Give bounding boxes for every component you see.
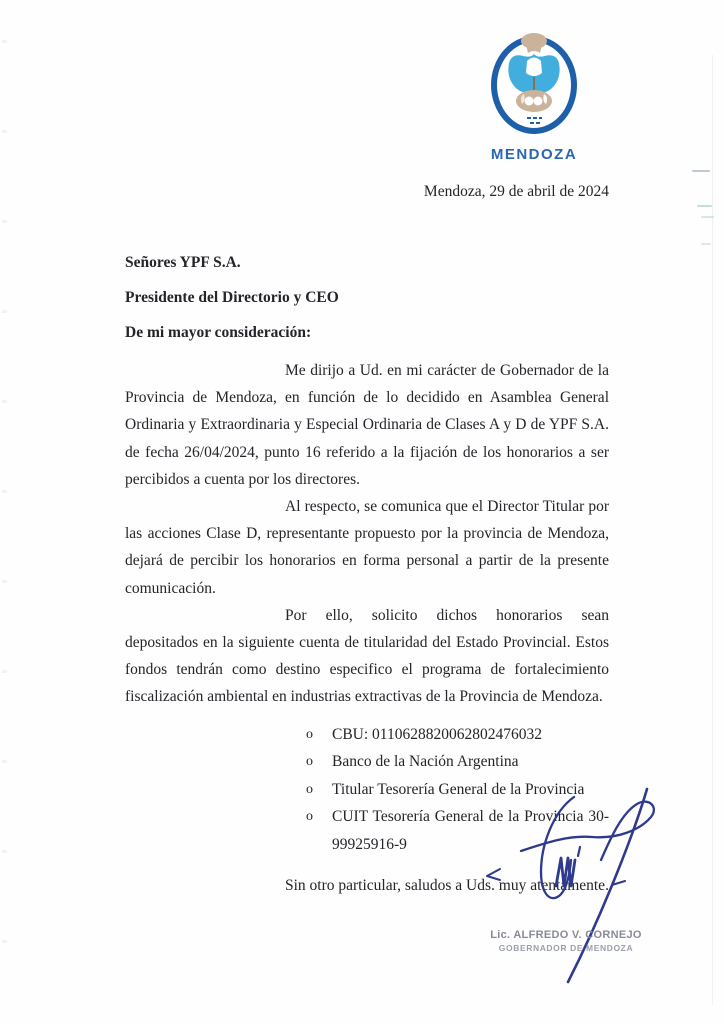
- bank-details-list: [125, 721, 609, 859]
- bank-detail-text: CUIT Tesorería General de la Provincia 30-99925916-9: [332, 808, 609, 853]
- paragraph-2: Al respecto, se comunica que el Director Titular por las acciones Clase D, representante propuesto por la provincia de Mendoza, dejará de percibir los honorarios en forma personal a partir de la presente comunicación.: [125, 498, 609, 597]
- paragraph-1: Me dirijo a Ud. en mi carácter de Gobernador de la Provincia de Mendoza, en función de lo decidido en Asamblea General Ordinaria y Extraordinaria y Especial Ordinaria de Clases A y D de YPF S.A. de fecha 26/04/2024, punto 16 referido a la fijación de los honorarios a ser percibidos a cuenta por los directores.: [125, 362, 609, 488]
- paragraph-3: Por ello, solicito dichos honorarios sean depositados en la siguiente cuenta de titularidad del Estado Provincial. Estos fondos tendrán como destino especifico el programa de fortalecimiento fiscalización ambiental en industrias extractivas de la Provincia de Mendoza.: [125, 606, 609, 706]
- bank-detail-text: CBU: 0110628820062802476032: [332, 725, 542, 743]
- mendoza-government-logo: [486, 33, 582, 163]
- bullet-marker: o: [306, 754, 313, 770]
- date-line: Mendoza, 29 de abril de 2024: [423, 183, 609, 200]
- bank-detail-text: Titular Tesorería General de la Provincia: [332, 780, 585, 798]
- signer-name: Lic. ALFREDO V. CORNEJO: [490, 929, 642, 941]
- mendoza-seal-icon: [486, 33, 582, 137]
- scan-artifact: [701, 243, 711, 245]
- bank-detail-cbu: [306, 721, 609, 749]
- salutation: De mi mayor consideración:: [125, 324, 312, 341]
- bullet-marker: o: [306, 809, 313, 825]
- scan-artifact: [2, 40, 7, 1010]
- logo-wordmark: MENDOZA: [490, 146, 578, 163]
- scan-artifact: [697, 205, 712, 207]
- bank-detail-holder: [306, 776, 609, 804]
- recipient-name: Señores YPF S.A.: [125, 254, 241, 271]
- bullet-marker: o: [306, 781, 313, 797]
- signer-title: GOBERNADOR DE MENDOZA: [498, 943, 634, 953]
- bullet-marker: o: [306, 726, 313, 742]
- bank-detail-bank: [306, 748, 609, 776]
- bank-detail-text: Banco de la Nación Argentina: [332, 753, 519, 771]
- scan-artifact: [701, 216, 714, 218]
- bank-detail-cuit: [306, 803, 609, 858]
- scan-edge-line: [712, 55, 713, 1005]
- letter-content: [125, 252, 609, 899]
- closing-line: Sin otro particular, saludos a Uds. muy atentamente.: [285, 877, 609, 895]
- signature-block: [478, 929, 654, 953]
- recipient-title: Presidente del Directorio y CEO: [125, 289, 339, 306]
- scan-artifact: [692, 170, 710, 172]
